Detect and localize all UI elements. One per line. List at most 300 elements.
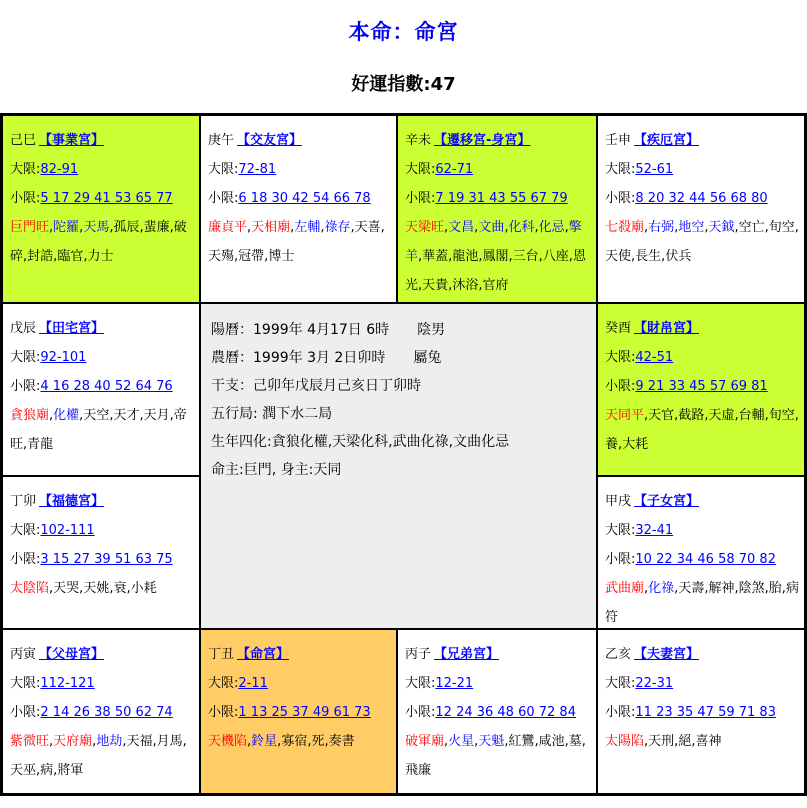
stem-branch-label: 丁丑 [208, 647, 235, 662]
palace-title-line [10, 126, 194, 155]
palace-title-line [605, 487, 799, 516]
star-separator: , [674, 408, 679, 423]
star-separator: , [704, 220, 709, 235]
palace-title-line [208, 126, 391, 155]
star-separator: , [534, 220, 539, 235]
daxian-range-link[interactable]: 22-31 [635, 676, 674, 691]
star-separator: , [631, 249, 636, 264]
star-separator: , [564, 734, 569, 749]
star-separator: , [247, 734, 252, 749]
star-name: 陰煞 [738, 581, 765, 596]
star-separator: , [380, 220, 385, 235]
star-name: 天巫 [10, 763, 37, 778]
star-name: 小耗 [130, 581, 157, 596]
star-name: 天福 [126, 734, 153, 749]
star-name: 鳳閣 [482, 249, 509, 264]
palace-name-link[interactable]: 【疾厄宮】 [634, 133, 700, 148]
star-name: 紫微旺 [10, 734, 50, 749]
daxian-line [208, 669, 391, 698]
xiaoxian-line [10, 372, 194, 401]
palace-title-line [605, 640, 799, 669]
xiaoxian-years-link[interactable]: 6 18 30 42 54 66 78 [238, 191, 371, 206]
palace-name-link[interactable]: 【田宅宮】 [39, 321, 105, 336]
stem-branch-label: 癸酉 [605, 321, 632, 336]
star-name: 病符 [605, 581, 799, 625]
daxian-label: 大限: [208, 162, 239, 177]
star-name: 封誥 [27, 249, 54, 264]
star-name: 天才 [113, 408, 140, 423]
star-separator: , [139, 220, 144, 235]
xiaoxian-years-link[interactable]: 11 23 35 47 59 71 83 [635, 705, 776, 720]
stem-branch-label: 辛未 [405, 133, 432, 148]
star-separator: , [764, 408, 769, 423]
star-name: 博士 [268, 249, 295, 264]
palace-cell-career [2, 115, 200, 303]
star-name: 力士 [87, 249, 114, 264]
star-separator: , [53, 763, 58, 778]
star-separator: , [618, 437, 623, 452]
star-separator: , [508, 249, 513, 264]
daxian-line [10, 155, 194, 184]
star-separator: , [418, 278, 423, 293]
star-name: 天魁 [478, 734, 505, 749]
xiaoxian-years-link[interactable]: 10 22 34 46 58 70 82 [635, 552, 776, 567]
xiaoxian-label: 小限: [10, 191, 41, 206]
star-name: 地劫 [96, 734, 123, 749]
daxian-line [208, 155, 391, 184]
star-separator: , [324, 734, 329, 749]
star-name: 天機陷 [208, 734, 248, 749]
daxian-label: 大限: [10, 676, 41, 691]
star-name: 文曲 [478, 220, 505, 235]
star-list [10, 401, 194, 459]
star-separator: , [564, 220, 569, 235]
palace-title-line [208, 640, 391, 669]
star-separator: , [122, 734, 127, 749]
star-name: 天同平 [605, 408, 645, 423]
star-separator: , [53, 249, 58, 264]
star-name: 臨官 [57, 249, 84, 264]
star-separator: , [49, 734, 54, 749]
stem-branch-label: 甲戌 [605, 494, 632, 509]
star-separator: , [139, 408, 144, 423]
star-name: 八座 [542, 249, 569, 264]
daxian-range-link[interactable]: 112-121 [40, 676, 95, 691]
star-separator: , [764, 581, 769, 596]
star-name: 天壽 [678, 581, 705, 596]
palace-name-link[interactable]: 【命宮】 [237, 647, 290, 662]
star-name: 胎 [768, 581, 782, 596]
daxian-range-link[interactable]: 62-71 [435, 162, 474, 177]
xiaoxian-label: 小限: [605, 705, 636, 720]
daxian-line [10, 669, 194, 698]
palace-cell-children [597, 476, 805, 629]
star-name: 火星 [448, 734, 475, 749]
star-name: 旬空 [768, 220, 795, 235]
palace-title-line [10, 487, 194, 516]
star-name: 天鉞 [708, 220, 735, 235]
star-name: 天馬 [83, 220, 110, 235]
star-separator: , [504, 220, 509, 235]
daxian-label: 大限: [405, 676, 436, 691]
birth-info-line: 陽曆：1999年 4月17日 6時 陰男 [211, 322, 446, 338]
xiaoxian-line [10, 698, 194, 727]
star-separator: , [478, 278, 483, 293]
star-separator: , [734, 581, 739, 596]
star-name: 奏書 [328, 734, 355, 749]
stem-branch-label: 戊辰 [10, 321, 37, 336]
star-name: 破軍廟 [405, 734, 445, 749]
star-separator: , [83, 249, 88, 264]
star-name: 天月 [143, 408, 170, 423]
xiaoxian-years-link[interactable]: 9 21 33 45 57 69 81 [635, 379, 768, 394]
palace-name-link[interactable]: 【兄弟宮】 [434, 647, 500, 662]
star-name: 天殤 [208, 249, 235, 264]
xiaoxian-years-link[interactable]: 5 17 29 41 53 65 77 [40, 191, 173, 206]
star-separator: , [504, 734, 509, 749]
star-list [605, 574, 799, 629]
daxian-range-link[interactable]: 12-21 [435, 676, 474, 691]
star-separator: , [79, 408, 84, 423]
palace-cell-travel-body [397, 115, 597, 303]
star-separator: , [474, 220, 479, 235]
star-name: 蜚廉 [143, 220, 170, 235]
palace-name-link[interactable]: 【交友宮】 [237, 133, 303, 148]
star-name: 武曲廟 [605, 581, 645, 596]
star-separator: , [644, 408, 649, 423]
star-separator: , [734, 220, 739, 235]
star-separator: , [49, 408, 54, 423]
xiaoxian-label: 小限: [10, 552, 41, 567]
star-list [10, 213, 194, 271]
star-list [605, 213, 799, 271]
daxian-label: 大限: [605, 162, 636, 177]
daxian-line [405, 669, 591, 698]
star-name: 長生 [635, 249, 662, 264]
star-separator: , [581, 734, 586, 749]
star-list [208, 727, 391, 756]
star-separator: , [644, 734, 649, 749]
daxian-range-link[interactable]: 52-61 [635, 162, 674, 177]
star-name: 絕 [678, 734, 692, 749]
star-name: 天刑 [648, 734, 675, 749]
daxian-range-link[interactable]: 32-41 [635, 523, 674, 538]
star-separator: , [444, 734, 449, 749]
page-header [0, 0, 807, 113]
palace-cell-friends [200, 115, 397, 303]
daxian-label: 大限: [605, 523, 636, 538]
star-name: 解神 [708, 581, 735, 596]
star-name: 天貴 [422, 278, 449, 293]
star-separator: , [534, 734, 539, 749]
palace-cell-life [200, 629, 397, 794]
star-name: 恩光 [405, 249, 586, 293]
star-separator: , [568, 249, 573, 264]
palace-cell-wealth [597, 303, 805, 476]
daxian-line [605, 343, 799, 372]
palace-cell-spouse [597, 629, 805, 794]
stem-branch-label: 丙子 [405, 647, 432, 662]
xiaoxian-label: 小限: [10, 379, 41, 394]
palace-title-line [10, 314, 194, 343]
daxian-label: 大限: [10, 350, 41, 365]
xiaoxian-line [605, 184, 799, 213]
star-list [405, 727, 591, 785]
star-separator: , [674, 734, 679, 749]
xiaoxian-line [10, 545, 194, 574]
star-name: 伏兵 [665, 249, 692, 264]
xiaoxian-label: 小限: [405, 191, 436, 206]
xiaoxian-years-link[interactable]: 4 16 28 40 52 64 76 [40, 379, 173, 394]
star-name: 天虛 [708, 408, 735, 423]
star-name: 紅鸞 [508, 734, 535, 749]
xiaoxian-line [605, 372, 799, 401]
star-separator: , [234, 249, 239, 264]
star-name: 將軍 [57, 763, 84, 778]
star-name: 喜神 [695, 734, 722, 749]
palace-name-link[interactable]: 【財帛宮】 [634, 321, 700, 336]
star-list [605, 727, 799, 756]
star-name: 陀羅 [53, 220, 80, 235]
palace-name-link[interactable]: 【福德宮】 [39, 494, 105, 509]
star-name: 祿存 [324, 220, 351, 235]
daxian-label: 大限: [605, 676, 636, 691]
palace-cell-parents [2, 629, 200, 794]
star-separator: , [92, 734, 97, 749]
star-name: 地空 [678, 220, 705, 235]
star-separator: , [23, 437, 28, 452]
star-separator: , [169, 408, 174, 423]
xiaoxian-label: 小限: [208, 191, 239, 206]
star-name: 化祿 [648, 581, 675, 596]
star-name: 帝旺 [10, 408, 187, 452]
xiaoxian-line [10, 184, 194, 213]
xiaoxian-label: 小限: [605, 191, 636, 206]
star-name: 左輔 [294, 220, 321, 235]
xiaoxian-line [405, 698, 591, 727]
star-name: 官府 [482, 278, 509, 293]
xiaoxian-years-link[interactable]: 8 20 32 44 56 68 80 [635, 191, 768, 206]
daxian-label: 大限: [605, 350, 636, 365]
xiaoxian-label: 小限: [605, 552, 636, 567]
birth-info-line: 命主:巨門, 身主:天同 [211, 462, 342, 478]
star-name: 孤辰 [113, 220, 140, 235]
stem-branch-label: 丙寅 [10, 647, 37, 662]
daxian-label: 大限: [208, 676, 239, 691]
star-name: 飛廉 [405, 763, 432, 778]
star-separator: , [474, 734, 479, 749]
daxian-range-link[interactable]: 92-101 [40, 350, 87, 365]
star-name: 天喜 [354, 220, 381, 235]
star-separator: , [448, 278, 453, 293]
stem-branch-label: 壬申 [605, 133, 632, 148]
star-name: 右弼 [648, 220, 675, 235]
star-name: 龍池 [452, 249, 479, 264]
birth-info-line: 五行局: 潤下水二局 [211, 406, 333, 422]
star-name: 冠帶 [238, 249, 265, 264]
star-name: 擎羊 [405, 220, 582, 264]
stem-branch-label: 乙亥 [605, 647, 632, 662]
star-separator: , [126, 581, 131, 596]
xiaoxian-years-link[interactable]: 12 24 36 48 60 72 84 [435, 705, 576, 720]
star-name: 化忌 [538, 220, 565, 235]
palace-title-line [10, 640, 194, 669]
xiaoxian-line [605, 698, 799, 727]
star-name: 衰 [113, 581, 127, 596]
xiaoxian-years-link[interactable]: 1 13 25 37 49 61 73 [238, 705, 371, 720]
xiaoxian-line [605, 545, 799, 574]
daxian-range-link[interactable]: 72-81 [238, 162, 277, 177]
palace-title-line [405, 640, 591, 669]
star-separator: , [734, 408, 739, 423]
star-separator: , [794, 408, 799, 423]
xiaoxian-label: 小限: [405, 705, 436, 720]
star-name: 青龍 [27, 437, 54, 452]
star-name: 七殺廟 [605, 220, 645, 235]
birth-info-line: 生年四化:貪狼化權,天梁化科,武曲化祿,文曲化忌 [211, 434, 510, 450]
xiaoxian-label: 小限: [605, 379, 636, 394]
star-separator: , [691, 734, 696, 749]
star-name: 太陽陷 [605, 734, 645, 749]
xiaoxian-years-link[interactable]: 2 14 26 38 50 62 74 [40, 705, 173, 720]
star-name: 月馬 [156, 734, 183, 749]
xiaoxian-line [405, 184, 591, 213]
xiaoxian-line [208, 698, 391, 727]
star-list [10, 727, 194, 785]
star-name: 死 [311, 734, 325, 749]
star-name: 天使 [605, 249, 632, 264]
star-separator: , [182, 734, 187, 749]
palace-title-line [605, 126, 799, 155]
daxian-label: 大限: [10, 523, 41, 538]
page-title: 本命：命宮 [348, 20, 459, 44]
xiaoxian-line [208, 184, 391, 213]
daxian-range-link[interactable]: 42-51 [635, 350, 674, 365]
star-name: 天空 [83, 408, 110, 423]
daxian-line [605, 516, 799, 545]
daxian-range-link[interactable]: 102-111 [40, 523, 95, 538]
star-name: 化科 [508, 220, 535, 235]
star-separator: , [23, 249, 28, 264]
star-name: 貪狼廟 [10, 408, 50, 423]
palace-name-link[interactable]: 【事業宮】 [39, 133, 105, 148]
daxian-line [10, 516, 194, 545]
star-name: 廉貞平 [208, 220, 248, 235]
palace-cell-property [2, 303, 200, 476]
star-name: 天府廟 [53, 734, 93, 749]
birth-info-line: 農曆：1999年 3月 2日卯時 屬兔 [211, 350, 442, 366]
daxian-label: 大限: [405, 162, 436, 177]
star-separator: , [781, 581, 786, 596]
star-name: 華蓋 [422, 249, 449, 264]
star-separator: , [794, 220, 799, 235]
star-name: 天梁旺 [405, 220, 445, 235]
star-name: 養 [605, 437, 619, 452]
star-separator: , [109, 581, 114, 596]
star-separator: , [538, 249, 543, 264]
birth-info-panel [200, 303, 597, 629]
stem-branch-label: 己巳 [10, 133, 37, 148]
star-separator: , [290, 220, 295, 235]
star-separator: , [704, 581, 709, 596]
star-separator: , [448, 249, 453, 264]
star-separator: , [350, 220, 355, 235]
star-list [10, 574, 194, 603]
stem-branch-label: 庚午 [208, 133, 235, 148]
star-name: 天相廟 [251, 220, 291, 235]
star-separator: , [79, 581, 84, 596]
palace-name-link[interactable]: 【父母宮】 [39, 647, 105, 662]
daxian-range-link[interactable]: 82-91 [40, 162, 79, 177]
star-name: 病 [40, 763, 54, 778]
palace-name-link[interactable]: 【夫妻宮】 [634, 647, 700, 662]
star-separator: , [169, 220, 174, 235]
luck-index: 好運指數:47 [351, 74, 456, 95]
daxian-range-link[interactable]: 2-11 [238, 676, 268, 691]
star-separator: , [704, 408, 709, 423]
palace-name-link[interactable]: 【子女宮】 [634, 494, 700, 509]
star-name: 天姚 [83, 581, 110, 596]
star-separator: , [661, 249, 666, 264]
star-separator: , [478, 249, 483, 264]
chart-grid [0, 113, 807, 796]
star-separator: , [49, 581, 54, 596]
xiaoxian-years-link[interactable]: 3 15 27 39 51 63 75 [40, 552, 173, 567]
star-name: 截路 [678, 408, 705, 423]
xiaoxian-years-link[interactable]: 7 19 31 43 55 67 79 [435, 191, 568, 206]
star-name: 文昌 [448, 220, 475, 235]
star-separator: , [444, 220, 449, 235]
star-separator: , [79, 220, 84, 235]
star-name: 天哭 [53, 581, 80, 596]
star-separator: , [264, 249, 269, 264]
daxian-label: 大限: [10, 162, 41, 177]
star-separator: , [418, 249, 423, 264]
star-name: 巨門旺 [10, 220, 50, 235]
birth-info-line: 干支：己卯年戊辰月己亥日丁卯時 [211, 378, 421, 394]
star-separator: , [109, 220, 114, 235]
palace-name-link[interactable]: 【遷移宮-身宮】 [434, 133, 531, 148]
daxian-line [10, 343, 194, 372]
star-separator: , [277, 734, 282, 749]
star-separator: , [109, 408, 114, 423]
star-separator: , [36, 763, 41, 778]
palace-title-line [405, 126, 591, 155]
star-name: 三台 [512, 249, 539, 264]
star-name: 天官 [648, 408, 675, 423]
star-separator: , [307, 734, 312, 749]
palace-title-line [605, 314, 799, 343]
star-separator: , [674, 220, 679, 235]
star-separator: , [644, 220, 649, 235]
star-separator: , [644, 581, 649, 596]
star-name: 化權 [53, 408, 80, 423]
star-name: 大耗 [622, 437, 649, 452]
star-name: 墓 [568, 734, 582, 749]
star-name: 鈴星 [251, 734, 278, 749]
star-name: 寡宿 [281, 734, 308, 749]
star-separator: , [320, 220, 325, 235]
palace-cell-siblings [397, 629, 597, 794]
star-name: 破碎 [10, 220, 187, 264]
star-list [605, 401, 799, 459]
star-separator: , [49, 220, 54, 235]
star-separator: , [247, 220, 252, 235]
star-name: 咸池 [538, 734, 565, 749]
star-separator: , [674, 581, 679, 596]
xiaoxian-label: 小限: [10, 705, 41, 720]
daxian-line [405, 155, 591, 184]
